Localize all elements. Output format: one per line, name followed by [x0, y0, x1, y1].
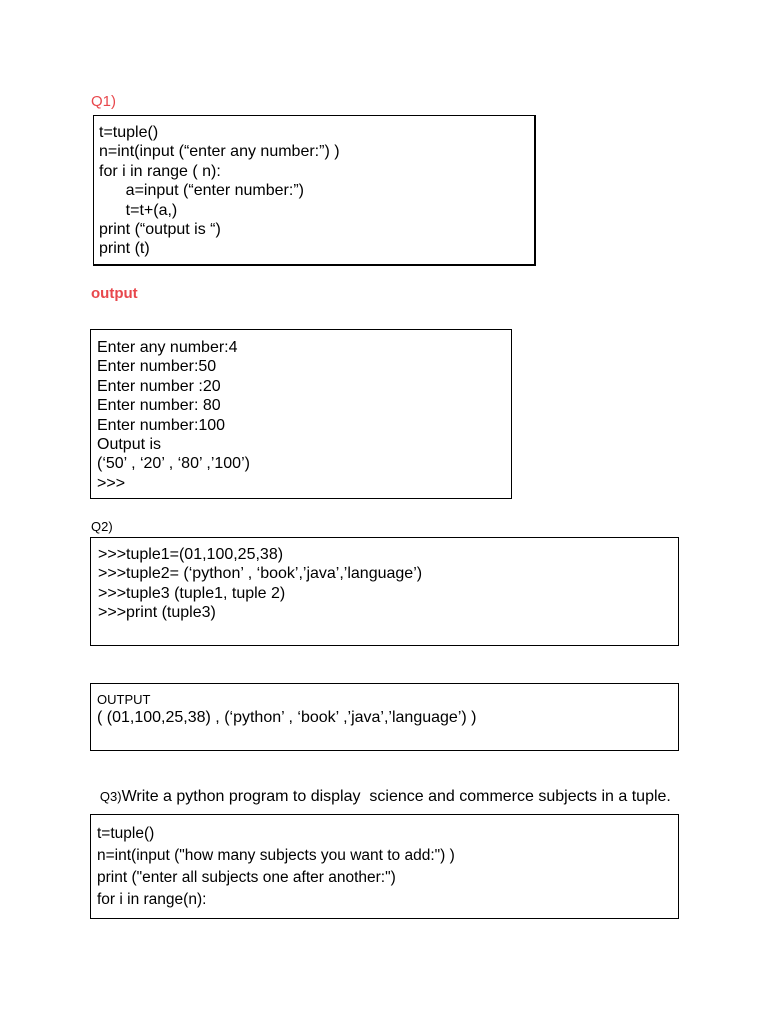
- output-line: Enter any number:4: [97, 339, 238, 356]
- output-line: (‘50’ , ‘20’ , ‘80’ ,’100’): [97, 455, 250, 473]
- output-line: Enter number :20: [97, 377, 221, 395]
- code-line: >>>tuple1=(01,100,25,38): [98, 546, 284, 563]
- code-line: n=int(input ("how many subjects you want to add:") ): [97, 847, 455, 864]
- code-line: t=tuple(): [99, 124, 159, 141]
- code-line: for i in range(n):: [97, 891, 207, 908]
- code-line: t=tuple(): [97, 825, 155, 842]
- code-line: a=input (“enter number:”): [99, 182, 304, 200]
- output-heading: OUTPUT: [97, 692, 151, 707]
- code-line: for i in range ( n):: [99, 162, 221, 180]
- q3-question: [91, 770, 671, 806]
- code-line: >>>tuple3 (tuple1, tuple 2): [98, 584, 286, 602]
- output-line: Enter number: 80: [97, 397, 221, 415]
- q1-output-box: [90, 329, 512, 499]
- output-line: Enter number:50: [97, 358, 217, 376]
- code-line: print (“output is “): [99, 221, 221, 239]
- q1-output-label: output: [91, 285, 138, 302]
- output-line: ( (01,100,25,38) , (‘python’ , ‘book’ ,’java’,’language’) ): [97, 709, 477, 726]
- q2-label: Q2): [91, 519, 113, 534]
- q2-code-box: [90, 537, 679, 646]
- q3-code-box: [90, 814, 679, 919]
- output-line: >>>: [97, 474, 126, 492]
- output-line: Enter number:100: [97, 416, 226, 434]
- q3-question-text: Write a python program to display science and commerce subjects in a tuple.: [121, 788, 671, 805]
- code-line: >>>print (tuple3): [98, 604, 216, 622]
- output-line: Output is: [97, 436, 162, 454]
- code-line: >>>tuple2= (‘python’ , ‘book’,’java’,’language’): [98, 565, 423, 583]
- code-line: print ("enter all subjects one after another:"): [97, 869, 396, 886]
- q1-label: Q1): [91, 93, 117, 110]
- q2-output-box: [90, 683, 679, 751]
- code-line: t=t+(a,): [99, 201, 178, 219]
- code-line: n=int(input (“enter any number:”) ): [99, 143, 340, 161]
- code-line: print (t): [99, 240, 150, 258]
- q1-code-box: [93, 115, 536, 266]
- q3-label: Q3): [99, 789, 122, 804]
